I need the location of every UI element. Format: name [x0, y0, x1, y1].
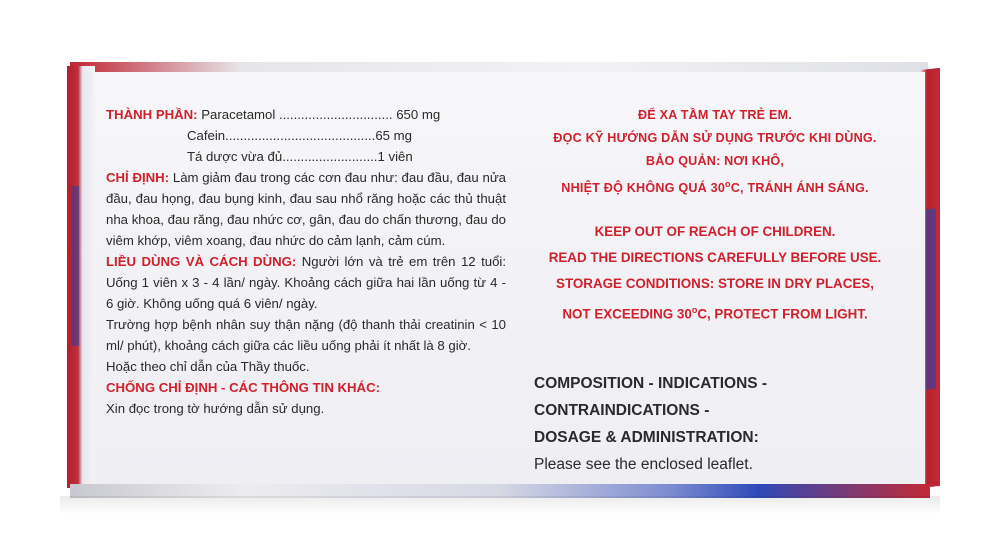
dosage-label: LIỀU DÙNG VÀ CÁCH DÙNG: — [106, 254, 297, 269]
warning-text: C, TRÁNH ÁNH SÁNG. — [730, 181, 869, 196]
composition-label: THÀNH PHẦN: — [106, 107, 198, 122]
composition-english-block — [530, 370, 900, 478]
contraindications-heading: CONTRAINDICATIONS - — [534, 401, 710, 419]
dosage-text: Người lớn và trẻ em trên 12 tuổi: Uống 1 viên x 3 - 4 lần/ ngày. Khoảng cách giữa hai lần uống từ 4 - 6 giờ. Không uống quá 6 viên/ ngày. — [106, 254, 506, 311]
dosage-block — [106, 251, 506, 314]
warning-text: NHIỆT ĐỘ KHÔNG QUÁ 30 — [561, 181, 726, 196]
warning-line — [530, 173, 900, 200]
composition-line: Cafein.........................................65 mg — [187, 128, 412, 143]
box-shadow — [60, 496, 940, 514]
composition-heading: COMPOSITION - INDICATIONS - — [534, 374, 768, 392]
dosage-renal-text: Trường hợp bệnh nhân suy thận nặng (độ thanh thải creatinin < 10 ml/ phút), khoảng cách giữa các liều uống phải ít nhất là 8 giờ. — [106, 317, 506, 353]
indications-text: Làm giảm đau trong các cơn đau như: đau đầu, đau nửa đầu, đau họng, đau bụng kinh, đau sau nhổ răng hoặc các thủ thuật nha khoa, đau răng, đau nhức cơ, gân, đau do chấn thương, đau do viêm khớp, viêm xoang, đau nhức do cảm lạnh, cảm cúm. — [106, 170, 506, 248]
dosage-doctor-text: Hoặc theo chỉ dẫn của Thầy thuốc. — [106, 359, 310, 374]
box-top-edge — [70, 62, 928, 72]
box-left-edge — [67, 66, 95, 488]
warning-line: ĐỂ XA TẦM TAY TRẺ EM. — [638, 108, 792, 122]
composition-row — [106, 104, 506, 125]
vietnamese-info-column — [106, 104, 506, 419]
warning-text: NOT EXCEEDING 30 — [562, 306, 692, 322]
warning-line: KEEP OUT OF REACH OF CHILDREN. — [594, 224, 836, 240]
warning-line: BẢO QUẢN: NƠI KHÔ, — [645, 154, 785, 168]
composition-line: Tá dược vừa đủ..........................1 viên — [187, 149, 413, 164]
degree-symbol: o — [691, 305, 698, 316]
warnings-column — [530, 104, 900, 478]
warning-line: ĐỌC KỸ HƯỚNG DẪN SỬ DỤNG TRƯỚC KHI DÙNG. — [553, 131, 877, 145]
leaflet-note: Please see the enclosed leaflet. — [534, 455, 753, 473]
indications-label: CHỈ ĐỊNH: — [106, 170, 170, 185]
english-warnings — [530, 219, 900, 327]
contraindications-label: CHỐNG CHỈ ĐỊNH - CÁC THÔNG TIN KHÁC: — [106, 380, 380, 395]
warning-line: READ THE DIRECTIONS CAREFULLY BEFORE USE. — [548, 250, 882, 266]
composition-line: Paracetamol ............................... 650 mg — [201, 107, 441, 122]
degree-symbol: o — [725, 179, 731, 189]
indications-block — [106, 167, 506, 251]
vietnamese-warnings — [530, 104, 900, 200]
warning-line — [530, 297, 900, 327]
warning-line: STORAGE CONDITIONS: STORE IN DRY PLACES, — [556, 276, 874, 292]
background-top — [0, 0, 1000, 66]
contraindications-text: Xin đọc trong tờ hướng dẫn sử dụng. — [106, 401, 325, 416]
dosage-heading: DOSAGE & ADMINISTRATION: — [534, 428, 759, 446]
warning-text: C, PROTECT FROM LIGHT. — [697, 306, 868, 322]
